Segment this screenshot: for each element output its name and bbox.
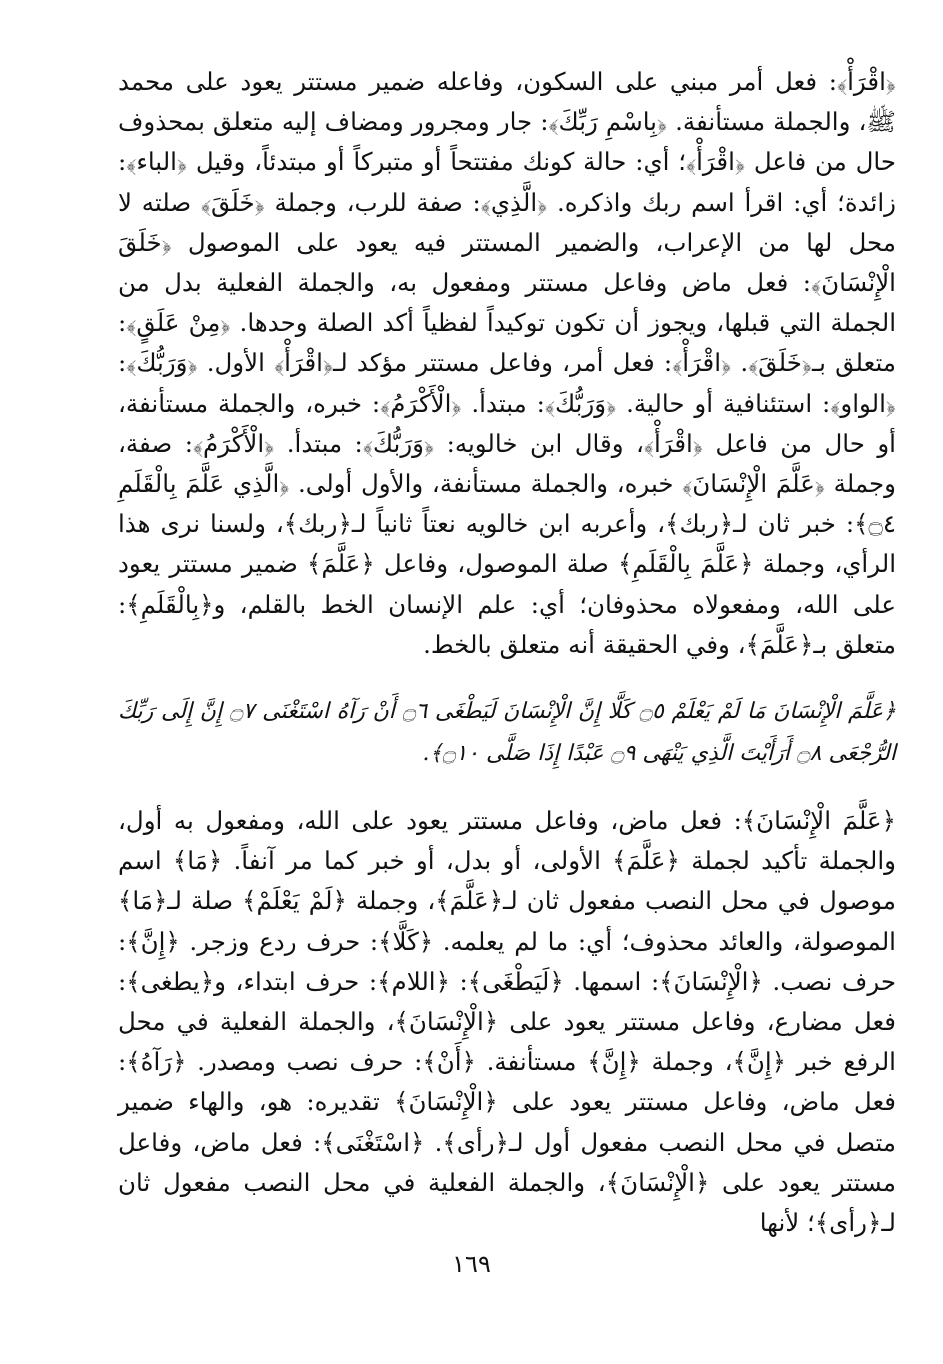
paragraph-1-text: ﴿اقْرَأْ﴾: فعل أمر مبني على السكون، وفاعله ضمير مستتر يعود على محمد ﷺ، والجملة مستأنفة. ﴿بِاسْمِ رَبِّكَ﴾: جار ومجرور ومضاف إليه متعلق بمحذوف حال من فاعل ﴿اقْرَأْ﴾؛ أي: حالة كونك مفتتحاً أو متبركاً أو مبتدئاً، وقيل ﴿الباء﴾: زائدة؛ أي: اقرأ اسم ربك واذكره. ﴿الَّذِي﴾: صفة للرب، وجملة ﴿خَلَقَ﴾ صلته لا محل لها من الإعراب، والضمير المستتر فيه يعود على الموصول ﴿خَلَقَ الْإِنْسَانَ﴾: فعل ماض وفاعل مستتر ومفعول به، والجملة الفعلية بدل من الجملة التي قبلها، ويجوز أن تكون توكيداً لفظياً أكد الصلة وحدها. ﴿مِنْ عَلَقٍ﴾: متعلق بـ﴿خَلَقَ﴾. ﴿اقْرَأْ﴾: فعل أمر، وفاعل مستتر مؤكد لـ﴿اقْرَأْ﴾ الأول. ﴿وَرَبُّكَ﴾: ﴿الواو﴾: استئنافية أو حالية. ﴿وَرَبُّكَ﴾: مبتدأ. ﴿الْأَكْرَمُ﴾: خبره، والجملة مستأنفة، أو حال من فاعل ﴿اقْرَأْ﴾، وقال ابن خالويه: ﴿وَرَبُّكَ﴾: مبتدأ. ﴿الْأَكْرَمُ﴾: صفة، وجملة ﴿عَلَّمَ الْإِنْسَانَ﴾ خبره، والجملة مستأنفة، والأول أولى. ﴿الَّذِي عَلَّمَ بِالْقَلَمِ ۝٤﴾: خبر ثان لـ﴿ربك﴾، وأعربه ابن خالويه نعتاً ثانياً لـ﴿ربك﴾، ولسنا نرى هذا الرأي، وجملة ﴿عَلَّمَ بِالْقَلَمِ﴾ صلة الموصول، وفاعل ﴿عَلَّمَ﴾ ضمير مستتر يعود على الله، ومفعولاه محذوفان؛ أي: علم الإنسان الخط بالقلم، و﴿بِالْقَلَمِ﴾: متعلق بـ﴿عَلَّمَ﴾، وفي الحقيقة أنه متعلق بالخط. xyxy=(118,67,896,659)
verse-text: ﴿عَلَّمَ الْإِنْسَانَ مَا لَمْ يَعْلَمْ ۝٥ كَلَّا إِنَّ الْإِنْسَانَ لَيَطْغَى ۝٦ أَنْ رَآهُ اسْتَغْنَى ۝٧ إِنَّ إِلَى رَبِّكَ الرُّجْعَى ۝٨ أَرَأَيْتَ الَّذِي يَنْهَى ۝٩ عَبْدًا إِذَا صَلَّى ۝١٠﴾. xyxy=(118,699,896,767)
page-number: ١٦٩ xyxy=(452,1250,491,1278)
quran-verse-block xyxy=(118,691,896,775)
paragraph-1 xyxy=(118,62,896,665)
page-body xyxy=(118,62,896,1243)
paragraph-2-text: ﴿عَلَّمَ الْإِنْسَانَ﴾: فعل ماض، وفاعل مستتر يعود على الله، ومفعول به أول، والجملة تأكيد لجملة ﴿عَلَّمَ﴾ الأولى، أو بدل، أو خبر كما مر آنفاً. ﴿مَا﴾ اسم موصول في محل النصب مفعول ثان لـ﴿عَلَّمَ﴾، وجملة ﴿لَمْ يَعْلَمْ﴾ صلة لـ﴿مَا﴾ الموصولة، والعائد محذوف؛ أي: ما لم يعلمه. ﴿كَلَّا﴾: حرف ردع وزجر. ﴿إِنَّ﴾: حرف نصب. ﴿الْإِنْسَانَ﴾: اسمها. ﴿لَيَطْغَى﴾: ﴿اللام﴾: حرف ابتداء، و﴿يطغى﴾: فعل مضارع، وفاعل مستتر يعود على ﴿الْإِنْسَانَ﴾، والجملة الفعلية في محل الرفع خبر ﴿إِنَّ﴾، وجملة ﴿إِنَّ﴾ مستأنفة. ﴿أَنْ﴾: حرف نصب ومصدر. ﴿رَآهُ﴾: فعل ماض، وفاعل مستتر يعود على ﴿الْإِنْسَانَ﴾ تقديره: هو، والهاء ضمير متصل في محل النصب مفعول أول لـ﴿رأى﴾. ﴿اسْتَغْنَى﴾: فعل ماض، وفاعل مستتر يعود على ﴿الْإِنْسَانَ﴾، والجملة الفعلية في محل النصب مفعول ثان لـ﴿رأى﴾؛ لأنها xyxy=(118,806,896,1238)
paragraph-2 xyxy=(118,801,896,1243)
